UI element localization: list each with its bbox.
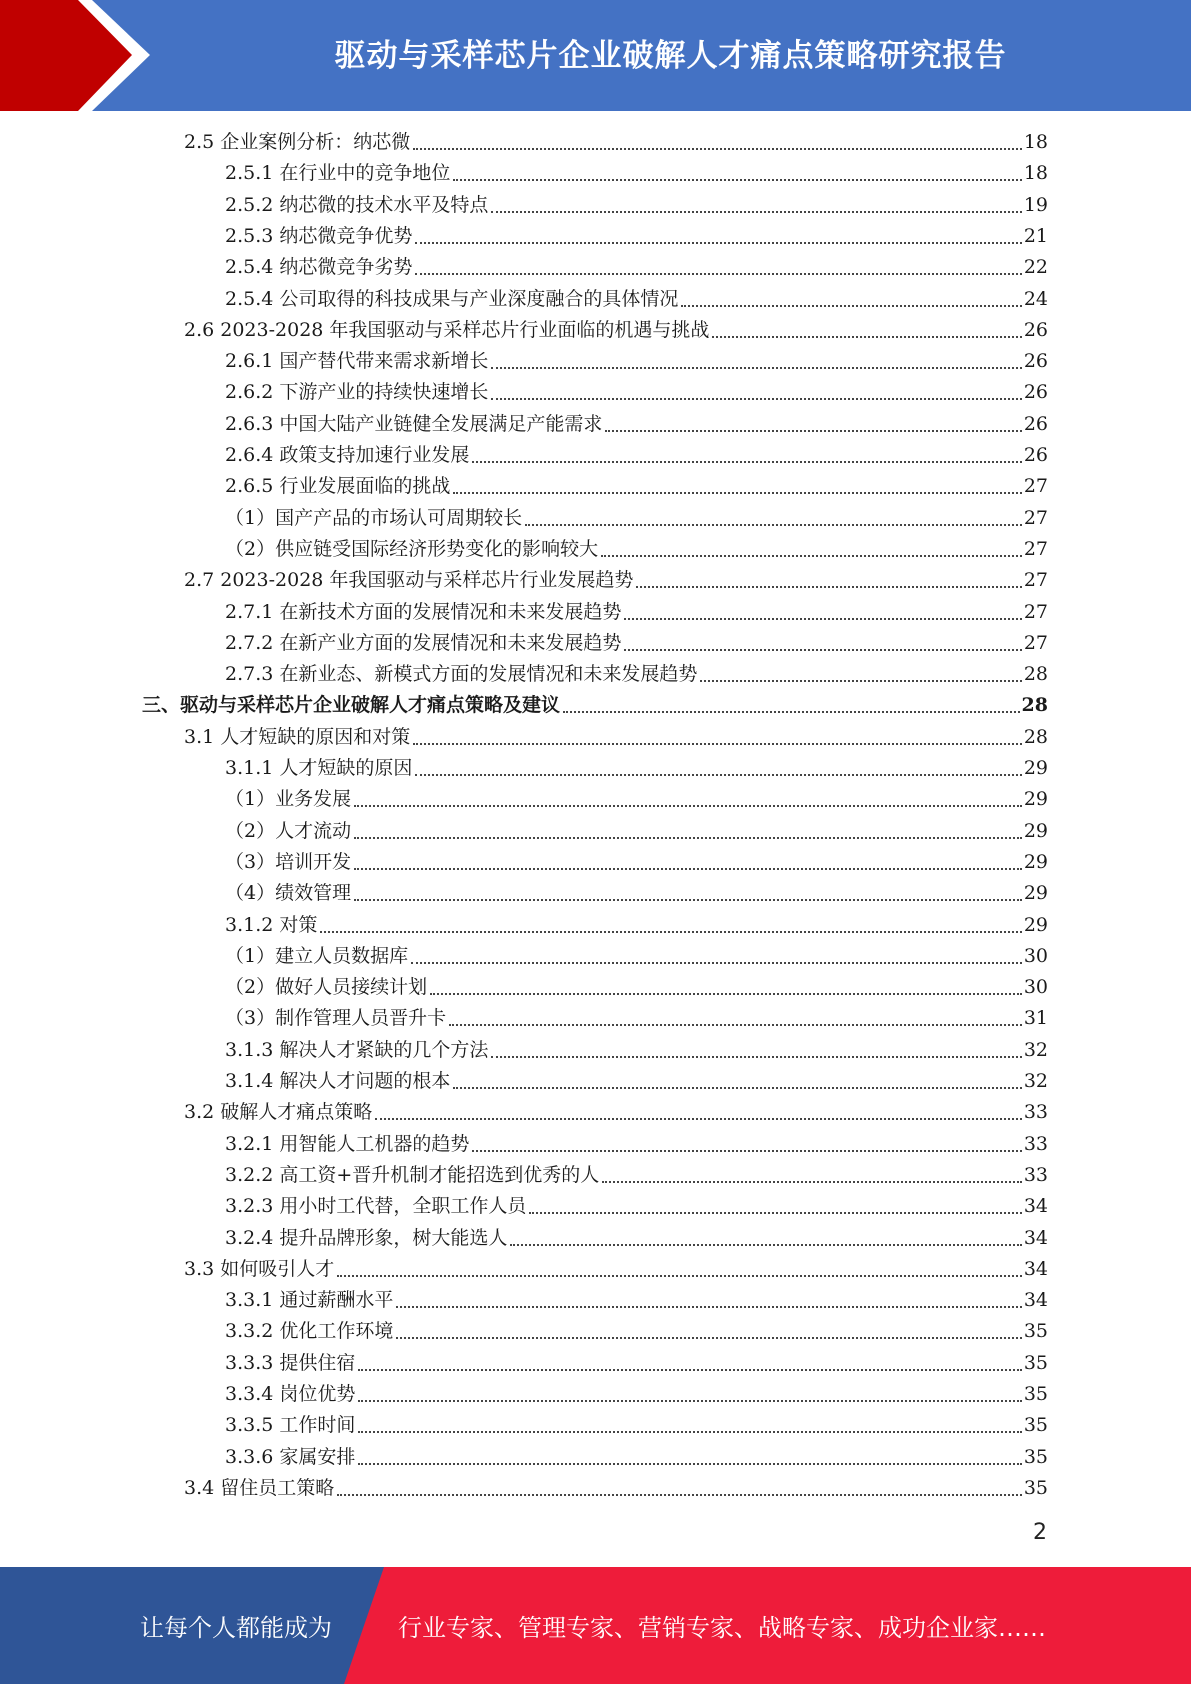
toc-dot-leader bbox=[601, 555, 1022, 557]
toc-entry-label: （2）供应链受国际经济形势变化的影响较大 bbox=[225, 537, 599, 560]
toc-entry[interactable] bbox=[184, 1473, 1048, 1504]
toc-entry[interactable] bbox=[225, 784, 1048, 815]
toc-entry[interactable] bbox=[225, 659, 1048, 690]
toc-entry-label: 2.7.3 在新业态、新模式方面的发展情况和未来发展趋势 bbox=[225, 663, 698, 686]
toc-entry[interactable] bbox=[225, 847, 1048, 878]
toc-entry[interactable] bbox=[225, 503, 1048, 534]
footer-slogan-roles: 行业专家、管理专家、营销专家、战略专家、成功企业家…… bbox=[398, 1614, 1046, 1642]
toc-entry-label: 2.6.5 行业发展面临的挑战 bbox=[225, 475, 451, 498]
toc-entry[interactable] bbox=[225, 941, 1048, 972]
toc-entry[interactable] bbox=[184, 127, 1048, 158]
toc-entry-label: 2.5.2 纳芯微的技术水平及特点 bbox=[225, 193, 489, 216]
toc-entry-page: 19 bbox=[1023, 193, 1048, 216]
toc-entry-label: （3）制作管理人员晋升卡 bbox=[225, 1007, 447, 1030]
toc-entry[interactable] bbox=[225, 1410, 1048, 1441]
toc-entry-label: 3.2.4 提升品牌形象，树大能选人 bbox=[225, 1226, 508, 1249]
toc-entry-page: 18 bbox=[1023, 162, 1048, 185]
toc-entry-label: 3.1.1 人才短缺的原因 bbox=[225, 757, 413, 779]
toc-dot-leader bbox=[510, 1244, 1021, 1246]
toc-entry[interactable] bbox=[225, 972, 1048, 1003]
toc-entry-page: 30 bbox=[1023, 944, 1048, 967]
toc-entry-label: 2.5.1 在行业中的竞争地位 bbox=[225, 162, 451, 185]
toc-entry-label: （1）业务发展 bbox=[225, 788, 352, 811]
toc-entry-page: 33 bbox=[1023, 1101, 1048, 1124]
toc-dot-leader bbox=[337, 1494, 1022, 1496]
toc-dot-leader bbox=[525, 524, 1022, 526]
toc-entry-page: 29 bbox=[1023, 882, 1048, 905]
toc-entry-label: 3.1 人才短缺的原因和对策 bbox=[184, 725, 411, 748]
toc-entry-page: 22 bbox=[1023, 256, 1048, 279]
toc-entry-page: 28 bbox=[1023, 663, 1048, 686]
toc-entry[interactable] bbox=[225, 471, 1048, 502]
toc-entry[interactable] bbox=[184, 315, 1048, 346]
toc-entry-label: 3.3.1 通过薪酬水平 bbox=[225, 1289, 394, 1312]
toc-dot-leader bbox=[453, 492, 1021, 494]
toc-dot-leader bbox=[681, 305, 1021, 307]
toc-entry-label: 三、驱动与采样芯片企业破解人才痛点策略及建议 bbox=[142, 694, 561, 717]
toc-entry[interactable] bbox=[225, 1035, 1048, 1066]
toc-entry-label: 2.5 企业案例分析：纳芯微 bbox=[184, 131, 411, 153]
toc-entry[interactable] bbox=[225, 221, 1048, 252]
toc-entry[interactable] bbox=[225, 346, 1048, 377]
toc-entry-page: 18 bbox=[1023, 131, 1048, 153]
page-header bbox=[0, 0, 1191, 111]
toc-entry-page: 21 bbox=[1023, 224, 1048, 247]
toc-dot-leader bbox=[449, 1024, 1022, 1026]
toc-entry-page: 27 bbox=[1023, 537, 1048, 560]
toc-entry-label: 3.1.3 解决人才紧缺的几个方法 bbox=[225, 1038, 489, 1061]
toc-entry[interactable] bbox=[225, 377, 1048, 408]
toc-entry-label: 3.2.1 用智能人工机器的趋势 bbox=[225, 1132, 470, 1155]
toc-entry-label: 2.7.1 在新技术方面的发展情况和未来发展趋势 bbox=[225, 600, 622, 623]
toc-dot-leader bbox=[472, 461, 1021, 463]
toc-dot-leader bbox=[354, 805, 1022, 807]
toc-entry-page: 28 bbox=[1021, 694, 1048, 717]
toc-entry[interactable] bbox=[225, 628, 1048, 659]
toc-entry-label: （4）绩效管理 bbox=[225, 882, 352, 905]
toc-entry-page: 29 bbox=[1023, 913, 1048, 936]
toc-dot-leader bbox=[375, 1118, 1022, 1120]
toc-entry[interactable] bbox=[225, 1129, 1048, 1160]
toc-entry[interactable] bbox=[225, 1066, 1048, 1097]
toc-entry-label: （2）做好人员接续计划 bbox=[225, 976, 428, 999]
toc-dot-leader bbox=[712, 336, 1021, 338]
toc-entry[interactable] bbox=[225, 158, 1048, 189]
toc-dot-leader bbox=[337, 1275, 1022, 1277]
toc-entry[interactable] bbox=[184, 1097, 1048, 1128]
toc-entry-label: 3.3.6 家属安排 bbox=[225, 1445, 356, 1468]
toc-entry[interactable] bbox=[225, 1223, 1048, 1254]
toc-entry-page: 29 bbox=[1023, 850, 1048, 873]
toc-entry[interactable] bbox=[225, 409, 1048, 440]
toc-entry-label: 2.7.2 在新产业方面的发展情况和未来发展趋势 bbox=[225, 631, 622, 654]
toc-entry-page: 35 bbox=[1023, 1351, 1048, 1374]
toc-dot-leader bbox=[491, 1056, 1021, 1058]
toc-dot-leader bbox=[415, 273, 1021, 275]
toc-entry-label: 2.6.4 政策支持加速行业发展 bbox=[225, 444, 470, 466]
toc-entry[interactable] bbox=[225, 816, 1048, 847]
toc-entry-page: 26 bbox=[1023, 381, 1048, 404]
toc-entry-page: 35 bbox=[1023, 1445, 1048, 1468]
toc-entry-page: 27 bbox=[1023, 600, 1048, 623]
toc-dot-leader bbox=[411, 962, 1022, 964]
toc-entry[interactable] bbox=[184, 565, 1048, 596]
toc-entry-label: 2.6.1 国产替代带来需求新增长 bbox=[225, 350, 489, 373]
toc-entry-page: 32 bbox=[1023, 1070, 1048, 1092]
toc-dot-leader bbox=[529, 1212, 1021, 1214]
toc-entry-label: （2）人才流动 bbox=[225, 819, 352, 842]
toc-dot-leader bbox=[472, 1150, 1021, 1152]
toc-entry-page: 29 bbox=[1023, 788, 1048, 811]
toc-entry[interactable] bbox=[225, 190, 1048, 221]
toc-entry-page: 27 bbox=[1023, 631, 1048, 654]
toc-dot-leader bbox=[358, 1369, 1021, 1371]
toc-entry-label: 3.2.2 高工资+晋升机制才能招选到优秀的人 bbox=[225, 1163, 600, 1186]
toc-dot-leader bbox=[358, 1400, 1021, 1402]
toc-entry-page: 29 bbox=[1023, 819, 1048, 842]
toc-entry[interactable] bbox=[225, 753, 1048, 784]
toc-entry-label: 3.1.2 对策 bbox=[225, 913, 318, 936]
toc-entry[interactable] bbox=[225, 284, 1048, 315]
toc-entry[interactable] bbox=[142, 690, 1048, 721]
toc-entry-page: 34 bbox=[1023, 1195, 1048, 1218]
toc-entry-label: 3.3.2 优化工作环境 bbox=[225, 1320, 394, 1343]
toc-entry-page: 26 bbox=[1023, 412, 1048, 435]
toc-entry-page: 26 bbox=[1023, 350, 1048, 373]
toc-dot-leader bbox=[320, 931, 1021, 933]
toc-dot-leader bbox=[491, 367, 1021, 369]
toc-dot-leader bbox=[491, 398, 1021, 400]
page-footer bbox=[0, 1567, 1191, 1684]
toc-entry-page: 35 bbox=[1023, 1383, 1048, 1405]
footer-slogan-lead: 让每个人都能成为 bbox=[140, 1614, 332, 1642]
toc-entry-label: 3.3 如何吸引人才 bbox=[184, 1257, 335, 1280]
toc-entry-label: 2.5.4 纳芯微竞争劣势 bbox=[225, 256, 413, 279]
toc-dot-leader bbox=[413, 743, 1022, 745]
toc-entry[interactable] bbox=[225, 1442, 1048, 1473]
toc-entry-label: 2.6.3 中国大陆产业链健全发展满足产能需求 bbox=[225, 412, 603, 435]
toc-entry-page: 34 bbox=[1023, 1257, 1048, 1280]
toc-dot-leader bbox=[491, 211, 1021, 213]
toc-entry[interactable] bbox=[225, 1191, 1048, 1222]
toc-dot-leader bbox=[624, 618, 1021, 620]
toc-dot-leader bbox=[636, 586, 1021, 588]
toc-entry-label: 3.3.4 岗位优势 bbox=[225, 1383, 356, 1405]
toc-dot-leader bbox=[605, 430, 1021, 432]
toc-dot-leader bbox=[453, 179, 1021, 181]
toc-entry[interactable] bbox=[184, 1254, 1048, 1285]
toc-entry-label: （1）建立人员数据库 bbox=[225, 944, 409, 967]
toc-entry-label: 2.6.2 下游产业的持续快速增长 bbox=[225, 381, 489, 404]
toc-dot-leader bbox=[430, 993, 1022, 995]
toc-dot-leader bbox=[396, 1306, 1021, 1308]
toc-entry-page: 26 bbox=[1023, 444, 1048, 466]
toc-entry-label: 2.5.4 公司取得的科技成果与产业深度融合的具体情况 bbox=[225, 287, 679, 310]
toc-entry-page: 29 bbox=[1023, 757, 1048, 779]
toc-entry[interactable] bbox=[225, 1160, 1048, 1191]
toc-dot-leader bbox=[354, 837, 1022, 839]
toc-entry-label: 3.3.5 工作时间 bbox=[225, 1414, 356, 1437]
toc-entry[interactable] bbox=[225, 597, 1048, 628]
toc-entry[interactable] bbox=[225, 878, 1048, 909]
page-number: 2 bbox=[1033, 1520, 1047, 1545]
toc-entry[interactable] bbox=[225, 1379, 1048, 1410]
toc-entry-label: 2.5.3 纳芯微竞争优势 bbox=[225, 224, 413, 247]
toc-entry-label: 2.7 2023-2028 年我国驱动与采样芯片行业发展趋势 bbox=[184, 569, 634, 592]
toc-entry-page: 26 bbox=[1023, 318, 1048, 341]
toc-entry-label: （3）培训开发 bbox=[225, 850, 352, 873]
toc-entry-page: 24 bbox=[1023, 287, 1048, 310]
toc-entry-page: 33 bbox=[1023, 1163, 1048, 1186]
toc-entry-page: 32 bbox=[1023, 1038, 1048, 1061]
toc-entry-label: 3.4 留住员工策略 bbox=[184, 1476, 335, 1499]
toc-entry-page: 33 bbox=[1023, 1132, 1048, 1155]
toc-entry[interactable] bbox=[225, 1003, 1048, 1034]
toc-dot-leader bbox=[602, 1181, 1022, 1183]
toc-entry-page: 35 bbox=[1023, 1320, 1048, 1343]
document-title: 驱动与采样芯片企业破解人才痛点策略研究报告 bbox=[334, 37, 1007, 74]
toc-entry-label: 3.1.4 解决人才问题的根本 bbox=[225, 1070, 451, 1092]
toc-entry-label: 3.2.3 用小时工代替，全职工作人员 bbox=[225, 1195, 527, 1218]
toc-entry-page: 28 bbox=[1023, 725, 1048, 748]
toc-entry-label: （1）国产产品的市场认可周期较长 bbox=[225, 506, 523, 529]
toc-entry-page: 35 bbox=[1023, 1414, 1048, 1437]
toc-entry-page: 31 bbox=[1023, 1007, 1048, 1030]
toc-dot-leader bbox=[624, 649, 1021, 651]
toc-dot-leader bbox=[563, 711, 1020, 713]
toc-dot-leader bbox=[700, 680, 1021, 682]
toc-entry-page: 27 bbox=[1023, 506, 1048, 529]
toc-dot-leader bbox=[413, 148, 1022, 150]
toc-entry[interactable] bbox=[225, 1285, 1048, 1316]
toc-dot-leader bbox=[358, 1431, 1021, 1433]
toc-entry-label: 3.3.3 提供住宿 bbox=[225, 1351, 356, 1374]
toc-entry-page: 27 bbox=[1023, 475, 1048, 498]
toc-dot-leader bbox=[396, 1337, 1021, 1339]
toc-dot-leader bbox=[354, 868, 1022, 870]
toc-dot-leader bbox=[453, 1087, 1021, 1089]
toc-entry-page: 27 bbox=[1023, 569, 1048, 592]
toc-entry-page: 35 bbox=[1023, 1476, 1048, 1499]
toc-entry[interactable] bbox=[225, 252, 1048, 283]
toc-entry[interactable] bbox=[225, 534, 1048, 565]
toc-dot-leader bbox=[354, 899, 1022, 901]
toc-dot-leader bbox=[415, 242, 1021, 244]
toc-entry[interactable] bbox=[225, 1348, 1048, 1379]
toc-entry-page: 34 bbox=[1023, 1289, 1048, 1312]
toc-entry[interactable] bbox=[225, 910, 1048, 941]
toc-entry[interactable] bbox=[225, 1316, 1048, 1347]
toc-entry-label: 2.6 2023-2028 年我国驱动与采样芯片行业面临的机遇与挑战 bbox=[184, 318, 710, 341]
toc-entry-page: 34 bbox=[1023, 1226, 1048, 1249]
toc-entry[interactable] bbox=[184, 722, 1048, 753]
toc-entry-label: 3.2 破解人才痛点策略 bbox=[184, 1101, 373, 1124]
toc-entry[interactable] bbox=[225, 440, 1048, 471]
toc-dot-leader bbox=[415, 774, 1021, 776]
toc-dot-leader bbox=[358, 1463, 1021, 1465]
toc-entry-page: 30 bbox=[1023, 976, 1048, 999]
